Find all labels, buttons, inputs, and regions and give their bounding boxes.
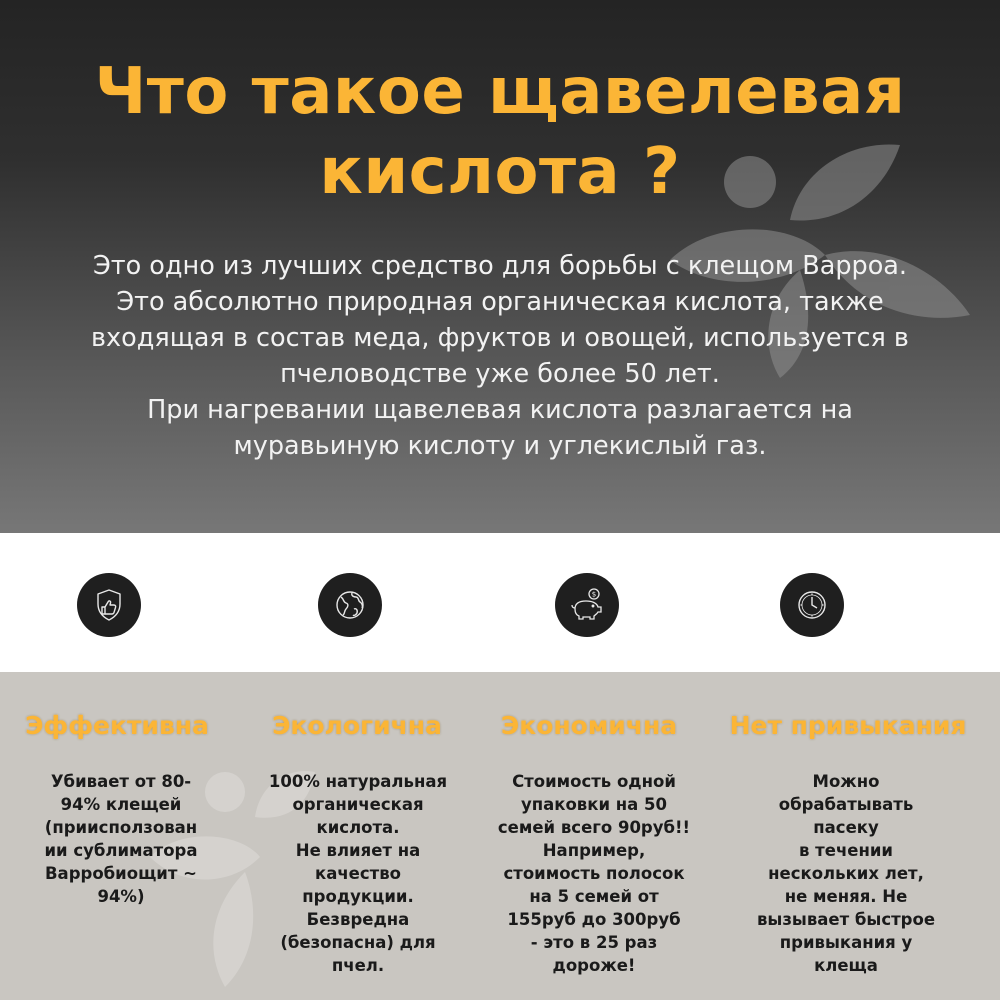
intro-line: Это абсолютно природная органическая кислота, также [116, 287, 884, 317]
feature-line: пчел. [331, 956, 385, 975]
intro-text [20, 248, 980, 464]
feature-text-eco [242, 770, 474, 977]
feature-line: пасеку [813, 818, 879, 837]
feature-line: клеща [814, 956, 878, 975]
svg-text:$: $ [591, 590, 597, 599]
feature-line: привыкания у [779, 933, 913, 952]
features-section [0, 672, 1000, 1000]
feature-line: (приисползован [44, 818, 198, 837]
title-line-1: Что такое щавелевая [94, 55, 906, 129]
feature-line: кислота. [316, 818, 400, 837]
feature-line: обрабатывать [778, 795, 914, 814]
clock-icon [792, 585, 832, 625]
feature-text-no-habituation [726, 770, 966, 977]
feature-line: дороже! [552, 956, 636, 975]
feature-line: нескольких лет, [768, 864, 924, 883]
feature-line: Стоимость одной [512, 772, 676, 791]
page-title [0, 52, 1000, 212]
feature-line: Не влияет на [295, 841, 421, 860]
feature-title-economy: Экономична [500, 711, 678, 740]
feature-line: Варробиощит ~ [44, 864, 198, 883]
feature-line: ии сублиматора [44, 841, 198, 860]
feature-text-effective [0, 770, 242, 908]
feature-line: Можно [812, 772, 880, 791]
feature-line: продукции. [302, 887, 414, 906]
feature-line: упаковки на 50 [520, 795, 667, 814]
feature-line: 100% натуральная [268, 772, 448, 791]
shield-thumbs-up-icon-circle [77, 573, 141, 637]
globe-icon [330, 585, 370, 625]
feature-line: качество [315, 864, 401, 883]
feature-line: - это в 25 раз [530, 933, 658, 952]
feature-line: семей всего 90руб!! [497, 818, 691, 837]
piggy-bank-coin-icon [567, 585, 607, 625]
feature-line: вызывает быстрое [756, 910, 936, 929]
feature-line: не меняя. Не [784, 887, 908, 906]
feature-line: 94% клещей [60, 795, 182, 814]
icon-band [0, 533, 1000, 672]
title-line-2: кислота ? [319, 135, 681, 209]
feature-line: Убивает от 80- [50, 772, 192, 791]
feature-line: органическая [292, 795, 424, 814]
feature-line: стоимость полосок [503, 864, 685, 883]
feature-line: Например, [542, 841, 646, 860]
feature-line: в течении [799, 841, 893, 860]
intro-line: входящая в состав меда, фруктов и овощей, используется в [91, 323, 909, 353]
feature-title-no-habituation: Нет привыкания [729, 711, 967, 740]
feature-title-eco: Экологична [272, 711, 442, 740]
feature-title-effective: Эффективна [25, 711, 209, 740]
feature-text-economy [474, 770, 714, 977]
piggy-bank-coin-icon-circle [555, 573, 619, 637]
feature-line: 155руб до 300руб [507, 910, 681, 929]
feature-line: (безопасна) для [280, 933, 436, 952]
intro-line: Это одно из лучших средство для борьбы с клещом Варроа. [92, 251, 908, 281]
feature-line: Безвредна [306, 910, 410, 929]
intro-line: пчеловодстве уже более 50 лет. [280, 359, 720, 389]
intro-line: При нагревании щавелевая кислота разлагается на [147, 395, 853, 425]
globe-icon-circle [318, 573, 382, 637]
clock-icon-circle [780, 573, 844, 637]
intro-line: муравьиную кислоту и углекислый газ. [233, 431, 767, 461]
feature-line: 94%) [97, 887, 145, 906]
shield-thumbs-up-icon [89, 585, 129, 625]
feature-line: на 5 семей от [529, 887, 659, 906]
